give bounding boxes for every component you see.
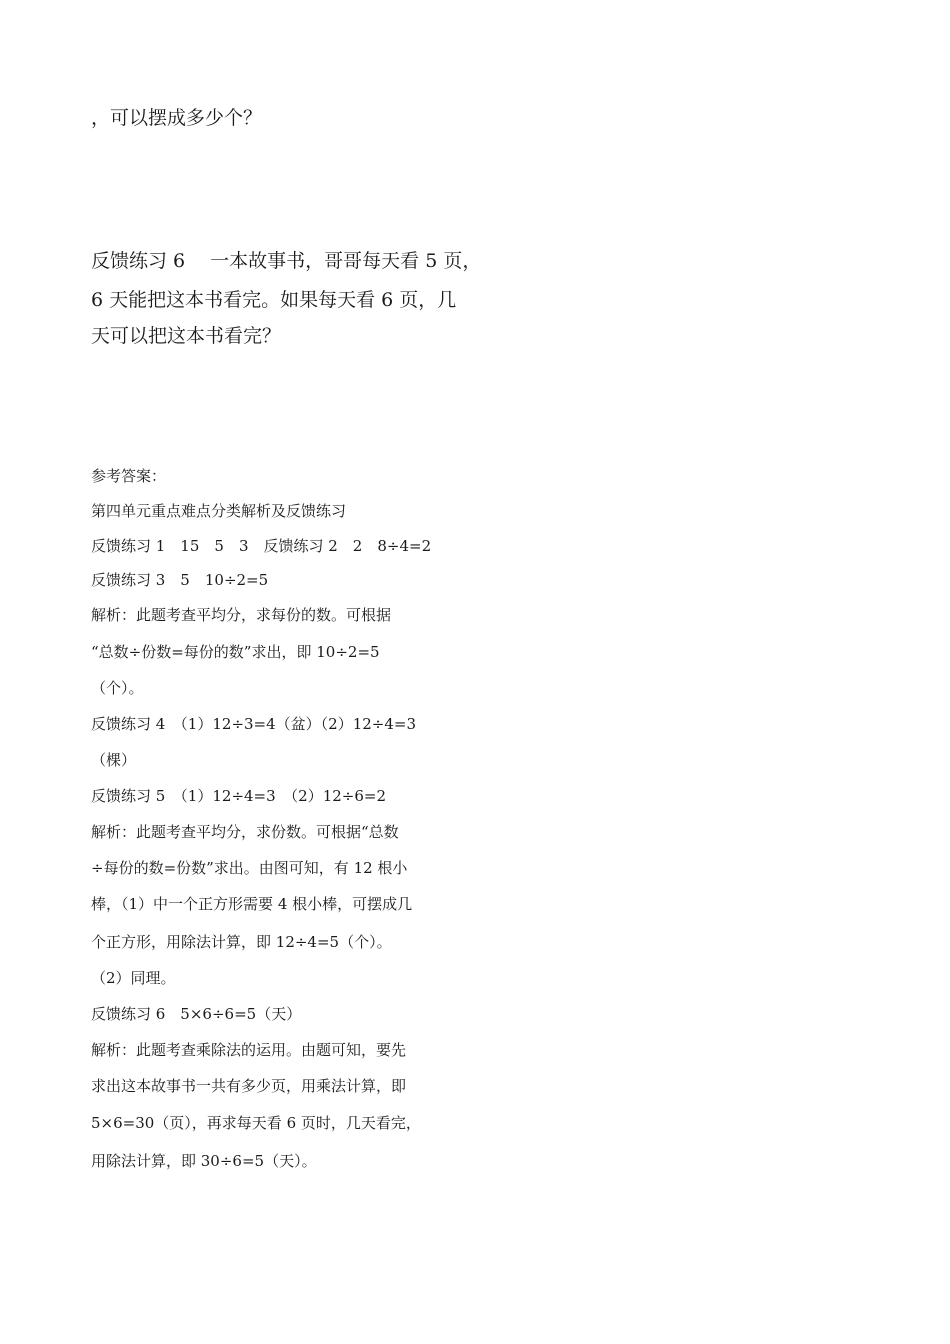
answer-line: 用除法计算，即 30÷6=5（天）。 [91,1152,317,1170]
answer-line: 解析：此题考查平均分，求每份的数。可根据 [91,606,392,624]
answers-heading: 参考答案： [91,467,167,485]
answer-line: 求出这本故事书一共有多少页，用乘法计算，即 [91,1077,407,1095]
answer-line: 反馈练习 6 5×6÷6=5（天） [91,1005,302,1023]
answers-subheading: 第四单元重点难点分类解析及反馈练习 [91,502,347,520]
answer-line: 解析：此题考查平均分，求份数。可根据“总数 [91,823,399,841]
answer-line: 个正方形，用除法计算，即 12÷4=5（个）。 [91,933,392,951]
answer-line: （2）同理。 [91,969,176,987]
answer-line: （棵） [91,751,137,769]
answer-line: 反馈练习 4 （1）12÷3=4（盆）（2）12÷4=3 [91,715,417,733]
exercise-6-line: 天可以把这本书看完？ [91,325,282,347]
answer-line: 棒，（1）中一个正方形需要 4 根小棒，可摆成几 [91,895,413,913]
answer-line: 反馈练习 1 15 5 3 反馈练习 2 2 8÷4=2 [91,537,432,555]
answer-line: （个）。 [91,679,144,697]
answer-line: 解析：此题考查乘除法的运用。由题可知，要先 [91,1041,407,1059]
answer-line: 5×6=30（页），再求每天看 6 页时，几天看完， [91,1114,421,1132]
question-fragment: ，可以摆成多少个？ [91,107,263,129]
exercise-6-line: 反馈练习 6 一本故事书，哥哥每天看 5 页， [91,250,482,272]
answer-line: “总数÷份数=每份的数”求出，即 10÷2=5 [91,643,380,661]
answer-line: 反馈练习 3 5 10÷2=5 [91,571,269,589]
answer-line: ÷每份的数=份数”求出。由图可知，有 12 根小 [91,859,408,877]
answer-line: 反馈练习 5 （1）12÷4=3 （2）12÷6=2 [91,787,387,805]
exercise-6-line: 6 天能把这本书看完。如果每天看 6 页，几 [91,289,457,311]
